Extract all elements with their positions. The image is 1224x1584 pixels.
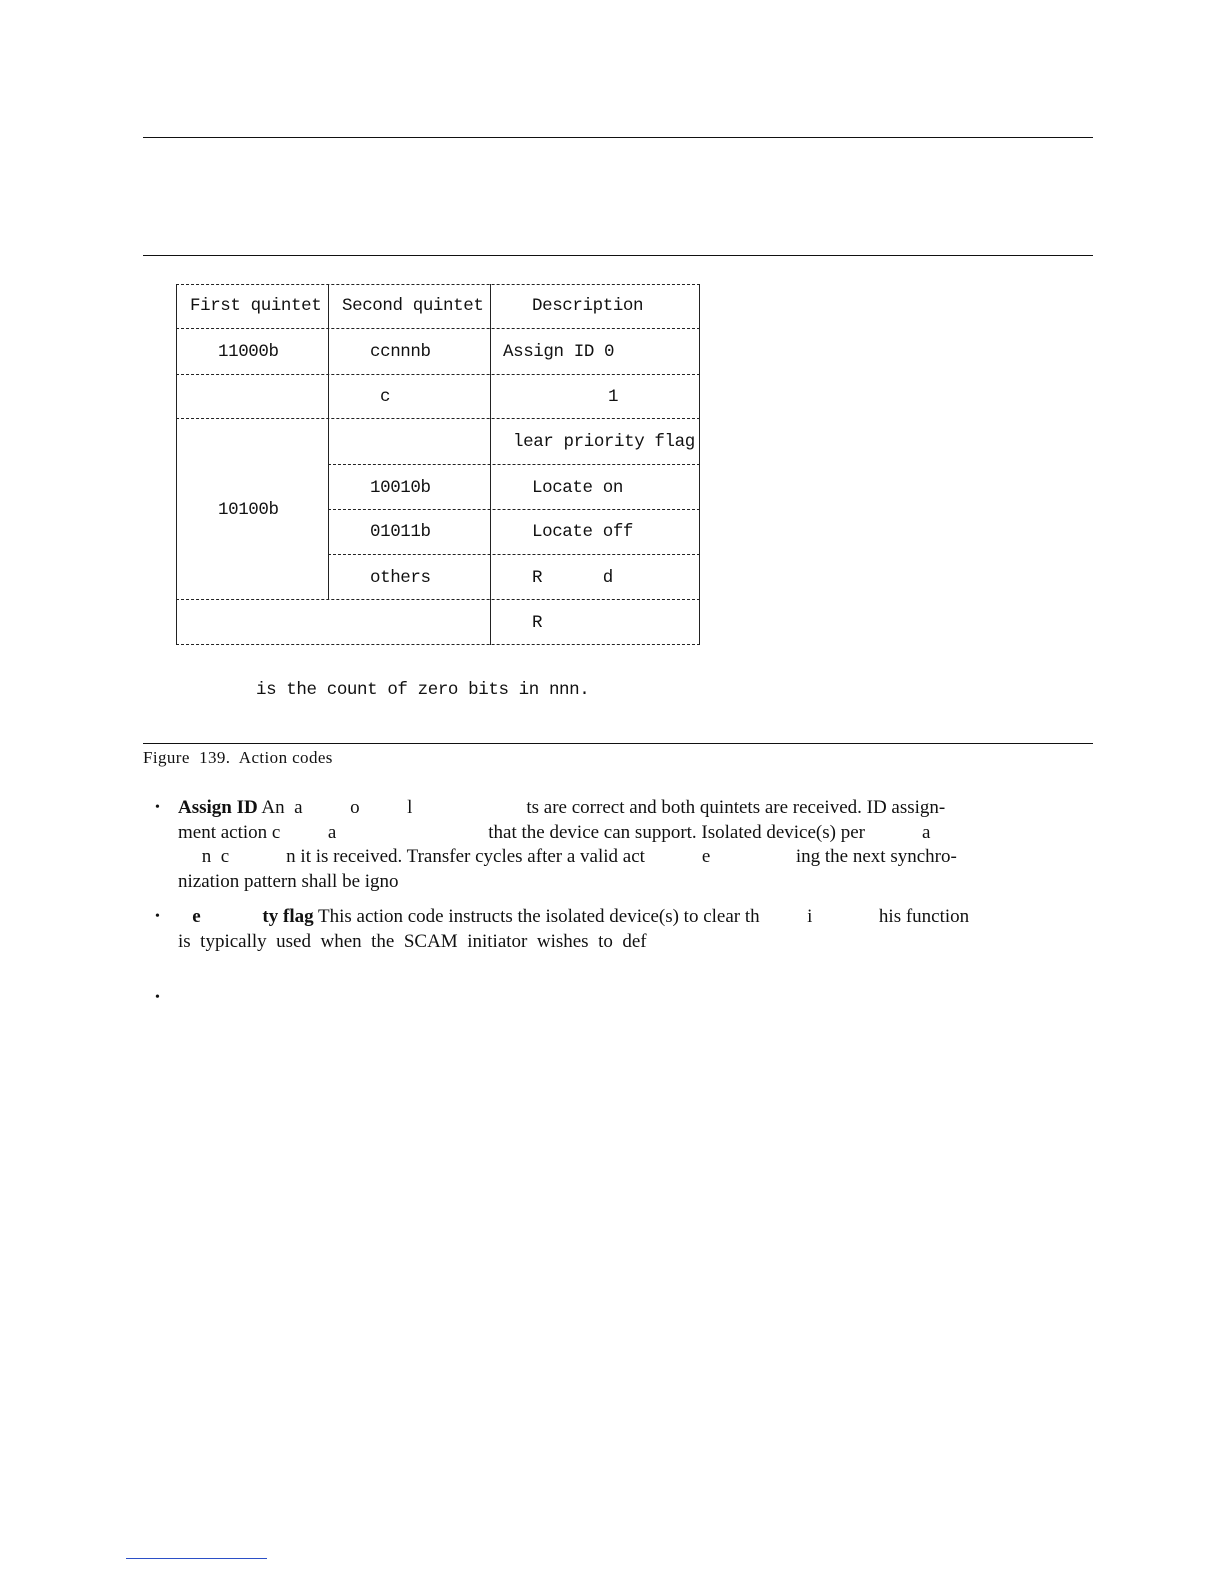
table-cell: 11000b	[218, 342, 279, 362]
action-codes-table	[176, 284, 700, 645]
table-cell: R d	[532, 568, 613, 588]
link-underline[interactable]	[126, 1558, 267, 1559]
list-item-line: ment action c a that the device can support. Isolated device(s) per a	[178, 821, 931, 843]
table-cell: 10010b	[370, 478, 431, 498]
table-border	[176, 599, 700, 600]
table-border	[176, 418, 700, 419]
table-cell: c	[380, 387, 391, 407]
table-border	[176, 284, 700, 285]
table-cell: Locate off	[532, 522, 634, 542]
table-border	[328, 509, 700, 510]
list-item-term: Assign ID	[178, 797, 258, 818]
figure-caption: Figure 139. Action codes	[143, 748, 333, 767]
table-border	[176, 328, 700, 329]
header-rule	[143, 255, 1093, 256]
header-second-quintet: Second quintet	[342, 296, 484, 316]
table-cell: 01011b	[370, 522, 431, 542]
table-cell: Locate on	[532, 478, 623, 498]
bullet-icon: •	[155, 909, 160, 924]
table-cell: others	[370, 568, 431, 588]
table-cell: Assign ID 0	[503, 342, 615, 362]
table-footnote: is the count of zero bits in nnn.	[256, 680, 590, 700]
list-item-term: e ty flag	[178, 906, 314, 927]
list-item-line: n c n it is received. Transfer cycles after a valid act e ing the next synchro-	[178, 846, 957, 867]
list-item-text: This action code instructs the isolated device(s) to clear th i his function	[313, 906, 970, 927]
bullet-icon: •	[155, 990, 160, 1005]
list-item-text: An a o l ts are correct and both quintets are received. ID assign-	[257, 797, 946, 818]
table-border	[176, 284, 177, 645]
table-cell: lear priority flag	[513, 432, 695, 452]
list-item-line: nization pattern shall be igno	[178, 870, 399, 892]
table-border	[176, 374, 700, 375]
header-description: Description	[532, 296, 644, 316]
action-code-list	[155, 796, 1095, 1005]
table-border	[328, 464, 700, 465]
table-border	[699, 284, 700, 645]
top-rule	[143, 137, 1093, 138]
list-item-line	[178, 796, 1095, 821]
table-border	[490, 284, 491, 645]
list-item	[155, 796, 1095, 894]
table-border	[328, 554, 700, 555]
list-item	[155, 905, 1095, 954]
bullet-icon: •	[155, 800, 160, 815]
header-first-quintet: First quintet	[190, 296, 322, 316]
table-border	[176, 644, 700, 645]
table-border	[328, 284, 329, 600]
figure-rule	[143, 743, 1093, 744]
table-cell: ccnnnb	[370, 342, 431, 362]
table-cell: 10100b	[218, 500, 279, 520]
table-cell: 1	[608, 387, 619, 407]
list-item-line	[178, 905, 1095, 930]
table-cell: R	[532, 613, 543, 633]
list-item-line: is typically used when the SCAM initiator wishes to def	[178, 930, 647, 952]
